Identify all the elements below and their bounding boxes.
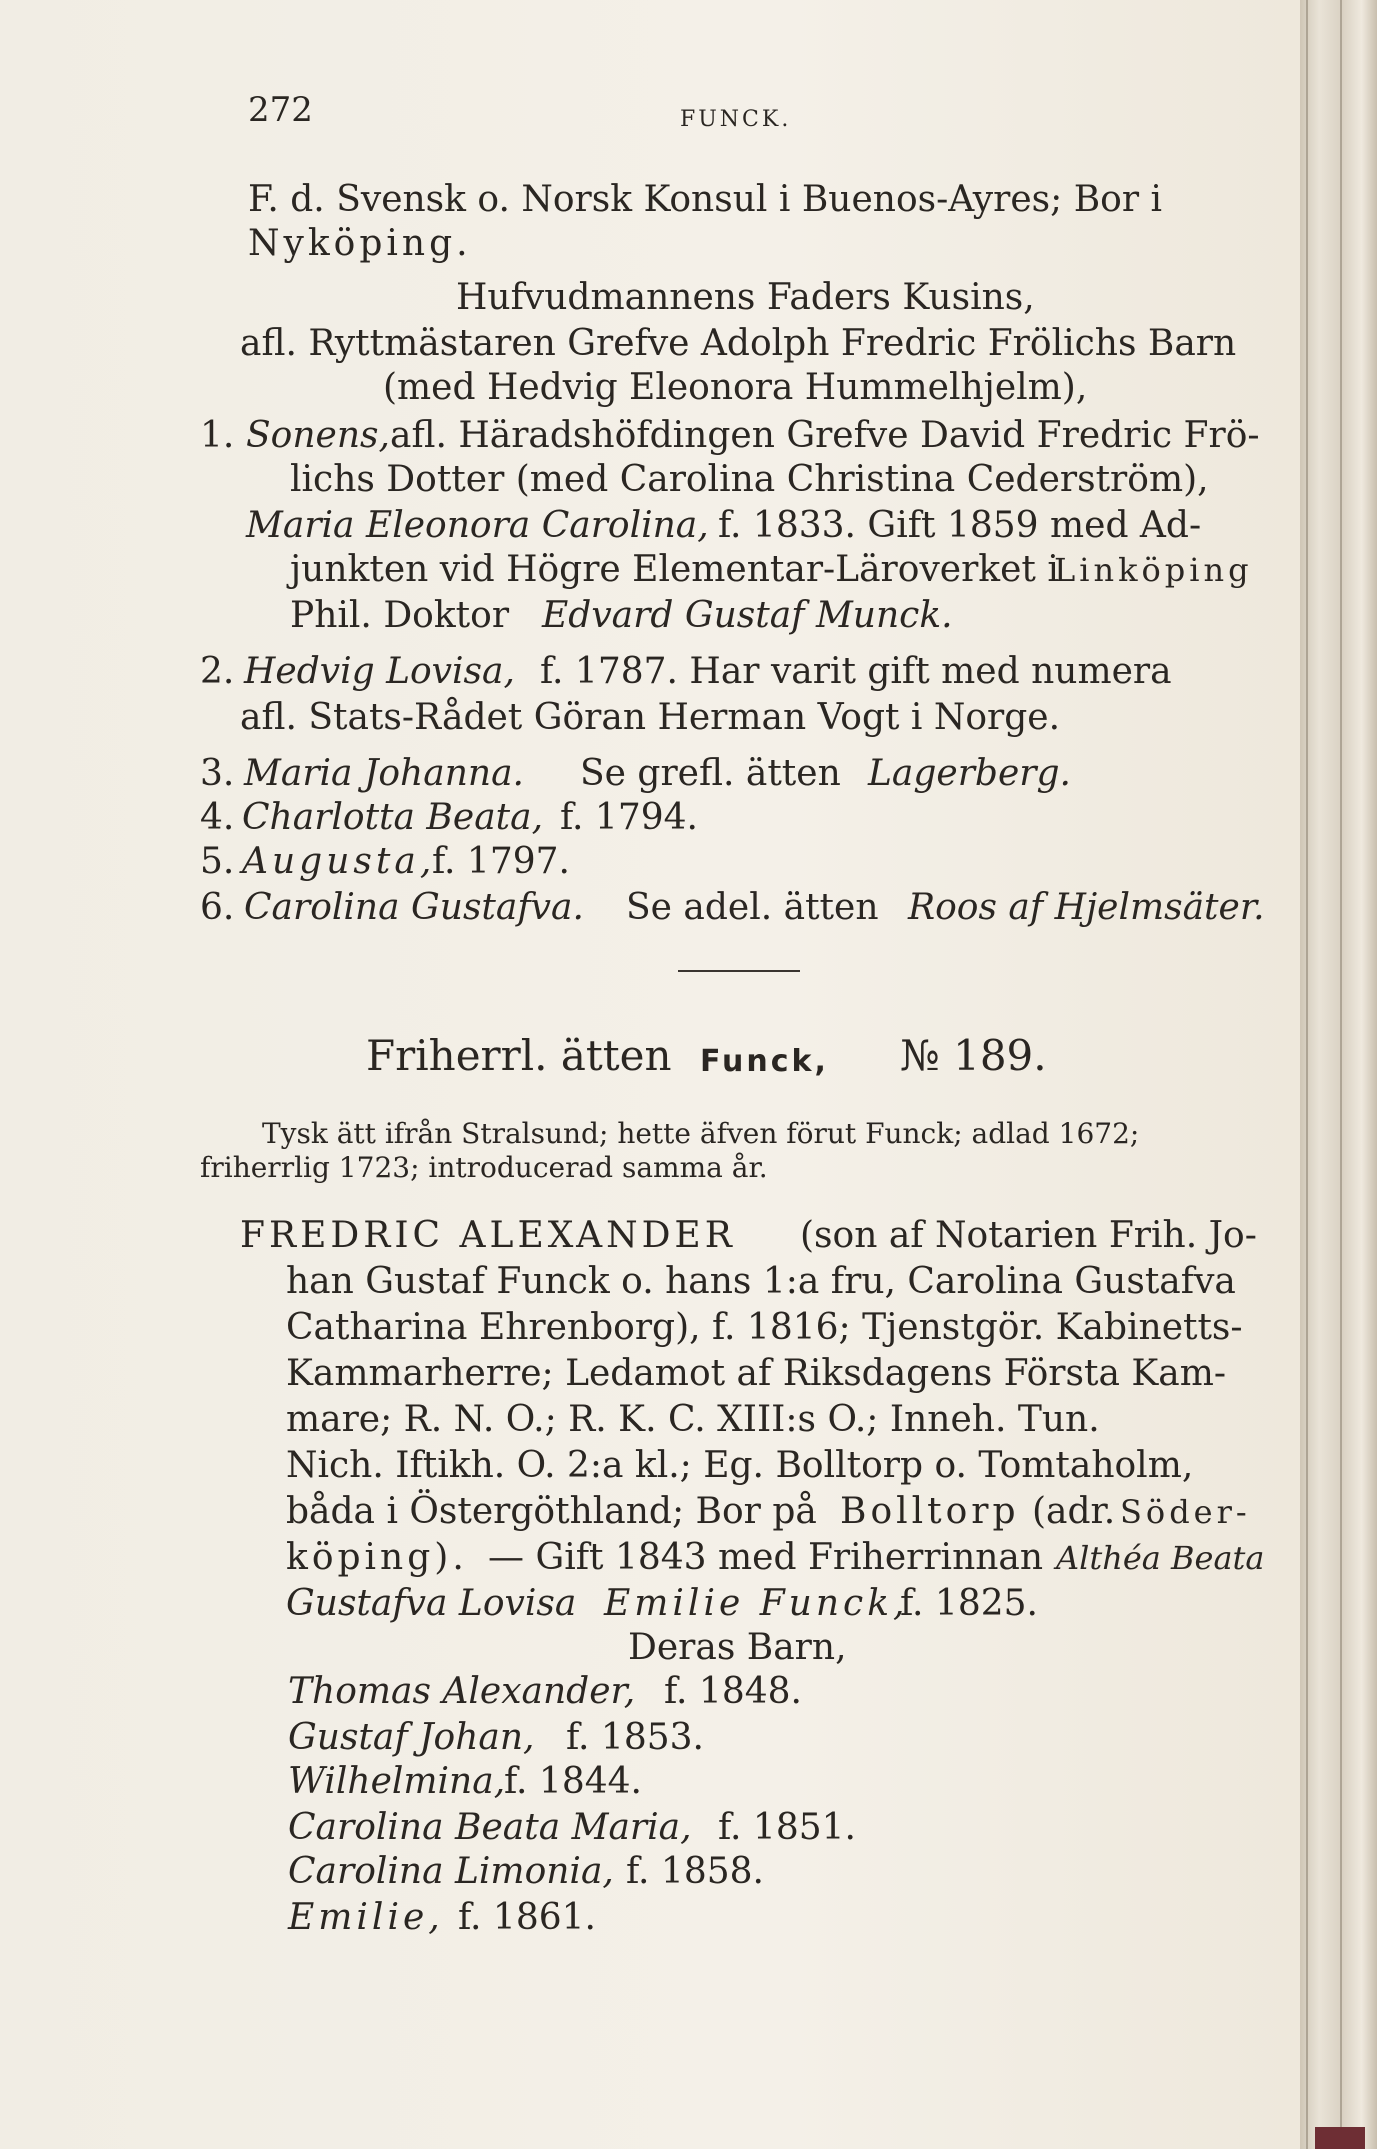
italic-name: Carolina Gustafva. — [244, 887, 584, 928]
child-name: Carolina Limonia, — [288, 1851, 614, 1892]
text-line: f. 1825. — [900, 1583, 1038, 1624]
child-name: Emilie, — [288, 1897, 444, 1938]
running-title: FUNCK. — [680, 107, 792, 132]
book-cover-edge — [1315, 2127, 1365, 2149]
place-name: Bolltorp — [840, 1491, 1020, 1532]
child-year: f. 1851. — [718, 1807, 856, 1848]
section-title-number: № 189. — [900, 1031, 1047, 1080]
section-divider — [678, 970, 800, 972]
edge-line — [1306, 0, 1308, 2149]
list-number: 3. — [200, 753, 235, 794]
text-line: afl. Stats-Rådet Göran Herman Vogt i Norge. — [240, 697, 1061, 738]
child-year: f. 1844. — [504, 1761, 642, 1802]
child-name: Thomas Alexander, — [288, 1671, 636, 1712]
child-name: Wilhelmina, — [288, 1761, 506, 1802]
text-line: Se grefl. ätten — [580, 753, 841, 794]
place-name: köping). — [286, 1537, 468, 1578]
italic-name: Maria Eleonora Carolina, — [246, 505, 709, 546]
italic-name: Augusta, — [242, 841, 436, 882]
text-line: Catharina Ehrenborg), f. 1816; Tjenstgör. Kabinetts- — [286, 1307, 1243, 1348]
text-line: han Gustaf Funck o. hans 1:a fru, Carolina Gustafva — [286, 1261, 1236, 1302]
edge-line — [1340, 0, 1342, 2149]
italic-name: Lagerberg. — [868, 753, 1071, 794]
text-line: Phil. Doktor — [290, 595, 510, 636]
italic-name: Althéa Beata — [1056, 1539, 1265, 1577]
subheading: Hufvudmannens Faders Kusins, — [456, 277, 1035, 318]
text-line: lichs Dotter (med Carolina Christina Cederström), — [290, 459, 1209, 500]
text-line: (son af Notarien Frih. Jo- — [800, 1215, 1257, 1256]
italic-name: Gustafva Lovisa — [286, 1583, 577, 1624]
italic-name: Hedvig Lovisa, — [244, 651, 515, 692]
text-line: båda i Östergöthland; Bor på — [286, 1491, 817, 1532]
child-name: Gustaf Johan, — [288, 1717, 535, 1758]
child-year: f. 1861. — [458, 1897, 596, 1938]
section-title-prefix: Friherrl. ätten — [366, 1031, 672, 1080]
text-line: f. 1794. — [560, 797, 698, 838]
italic-name: Edvard Gustaf Munck. — [542, 595, 953, 636]
italic-name: Emilie Funck, — [604, 1583, 909, 1624]
italic-name: Charlotta Beata, — [242, 797, 544, 838]
text-line: junkten vid Högre Elementar-Läroverket i — [290, 549, 1059, 590]
page-number: 272 — [248, 90, 313, 130]
text-line: Nyköping. — [248, 223, 472, 264]
place-name: Söder- — [1120, 1493, 1251, 1531]
text-line: f. 1797. — [432, 841, 570, 882]
italic-name: Maria Johanna. — [244, 753, 524, 794]
place-name: Linköping — [1054, 551, 1253, 589]
section-intro: Tysk ätt ifrån Stralsund; hette äfven förut Funck; adlad 1672; — [262, 1117, 1140, 1150]
section-title-name: Funck, — [700, 1044, 829, 1079]
list-number: 6. — [200, 887, 235, 928]
text-line: f. 1787. Har varit gift med numera — [540, 651, 1172, 692]
child-name: Carolina Beata Maria, — [288, 1807, 692, 1848]
subheading: Deras Barn, — [628, 1627, 847, 1668]
text-line: — Gift 1843 med Friherrinnan — [488, 1537, 1044, 1578]
italic-name: Roos af Hjelmsäter. — [908, 887, 1265, 928]
text-line: Se adel. ätten — [626, 887, 879, 928]
text-line: afl. Häradshöfdingen Grefve David Fredric Frö- — [390, 415, 1260, 456]
text-line: f. 1833. Gift 1859 med Ad- — [718, 505, 1202, 546]
person-name: FREDRIC ALEXANDER — [240, 1215, 736, 1256]
text-line: afl. Ryttmästaren Grefve Adolph Fredric Frölichs Barn — [240, 323, 1237, 364]
page-edge — [1300, 0, 1377, 2149]
list-number: 1. — [200, 415, 235, 456]
section-intro: friherrlig 1723; introducerad samma år. — [200, 1151, 768, 1184]
text-line: Kammarherre; Ledamot af Riksdagens Första Kam- — [286, 1353, 1227, 1394]
text-line: F. d. Svensk o. Norsk Konsul i Buenos-Ayres; Bor i — [248, 179, 1162, 220]
italic-name: Sonens, — [246, 415, 390, 456]
text-line: mare; R. N. O.; R. K. C. XIII:s O.; Inneh. Tun. — [286, 1399, 1100, 1440]
list-number: 5. — [200, 841, 235, 882]
text-line: (med Hedvig Eleonora Hummelhjelm), — [383, 367, 1088, 408]
text-line: (adr. — [1032, 1491, 1116, 1532]
child-year: f. 1858. — [626, 1851, 764, 1892]
child-year: f. 1848. — [664, 1671, 802, 1712]
list-number: 4. — [200, 797, 235, 838]
text-line: Nich. Iftikh. O. 2:a kl.; Eg. Bolltorp o. Tomtaholm, — [286, 1445, 1194, 1486]
child-year: f. 1853. — [566, 1717, 704, 1758]
list-number: 2. — [200, 651, 235, 692]
